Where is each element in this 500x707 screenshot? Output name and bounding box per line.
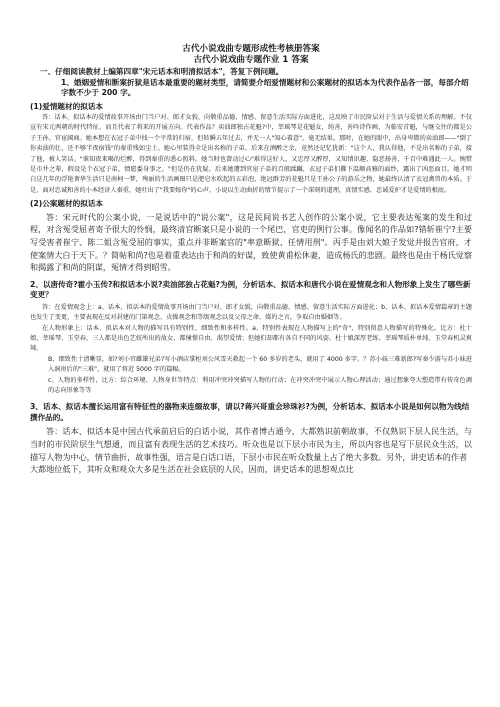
answer-2-point-c: c、人物的多样性，比方：综合环境、人物身世等特点：利用冲突冲突描写人物的行动；在冲突冲突中展示人物心理活动；通过想象夸大塑造带有传奇色调的志向形象等等: [48, 376, 472, 394]
document-subtitle: 古代小说戏曲专题作业 1 答案: [193, 55, 309, 65]
section-heading-court-case: (2)公案题材的拟话本: [30, 199, 103, 209]
question-1-heading: 一、仔细阅读教材上编第四章"宋元话本和明清拟话本"，答复下例问题。: [40, 67, 284, 76]
answer-2-character: 在人物形象上：话本、拟话本对人物的描写具有特别性、细致性和多样性。a、特别性表现在人物描写上的"奇"，特别留意人物描写的特殊化。比方：杜十娘、莘瑶琴、玉堂春，三人都是出色艺妓所出的故女，都憧憬自由、渴望爱情；但她们却都有各自不同的风姿。杜十娘深厚老练、莘瑶琴质朴单纯、玉堂春机灵爽辣。: [30, 324, 472, 353]
question-1-subquestion: 1、婚姻爱情和断案折狱是话本最重要的题材类型，请简要介绍爱情题材和公案题材的拟话本为代表作品各一部，每部介绍字数不少于 200 字。: [61, 77, 469, 97]
question-3-heading: 3、话本、拟话本擅长运用富有特征性的器物来连缀故事，请以?蒋兴哥重会珍珠衫?为例，分析话本、拟话本小说是如何以物为线结撰作品的。: [30, 402, 470, 422]
document-title: 古代小说戏曲专题形成性考核册答案: [182, 44, 320, 54]
answer-2-point-b: B、细致性十清晰显，如?刘小官雌雄兄弟?写小酒店掌柜刘公风雪天救起一个 60 多岁的老头，就用了 4000 多字。？苏小妹三难新郎?写秦少游与苏小妹进入洞房后的"三难"，就用了将近 5000 字的篇幅。: [48, 355, 472, 374]
answer-2-love-concept: 答：在爱情观念上：a、话本、拟话本的爱情故事开场由门当户对、郎才女貌，向敬重品德、情感、留意生活实际方面进化；b、话本、拟话本爱情篇章的主题也发生了变更，主要表现在反对封建的门第观念、贞操观念和等级观念以及父母之命、媒妁之言，争取自由婚姻等。: [30, 303, 472, 322]
answer-court-case-paragraph: 答：宋元时代的公案小说，一是说话中的"说公案"，这是民间说书艺人创作的公案小说，它主要表达冤案的发生和过程，对含冤受屈者寄予很大的怜悯，最终清官断案只是小说的一个尾巴，官吏的例行公事。像闻名的作品如?错斩崔宁?主要写受害者崔宁、陈二姐含冤受屈的事实，重点并非断案官的"率意断狱、任情用刑"。丙手是由刘大娘子发觉并报告官府，才使案情大白于天下。？简帖和尚?也是着重表达由于和尚的好谋，致使黄甫松休妻，造成杨氏的悲剧。最终也是由于杨氏觉察和揭露了和尚的阴谋，冤情才得到昭雪。: [30, 211, 472, 273]
question-2-heading: 2、以唐传奇?霍小玉传?和拟话本小说?卖油郎独占花魁?为例，分析话本、拟话本和唐代小说在爱情观念和人物形象上发生了哪些新变更？: [30, 279, 471, 300]
answer-3-paragraph-continued: 大都地位低下，其听众和观众大多是生活在社会底层的人民，因而，讲史话本的思想观点比: [30, 464, 354, 475]
answer-romance-paragraph: 答：话本、拟话本的爱情故事开场由门当户对、郎才女貌、向敬重品德、情感、留意生活实际方面进化，这反映了市民阶层对于生活与爱情关系的理解。不仅宣有宋元两朝的时代特征，而且代表了将来的开展方向。代表作品？卖油郎独占花魁?中，莘瑶琴是花魁女，纯善，善吟诗作画，为临安首魁，与继交往的都是公子王孙、官宦阔商。她本想在衣冠子弟中找一个平常的归宿，但转瞬五年过去，并无一人"知心着意"，毫无结果。那时，在她的眼中，出身卑微的卖油郎——"倒了你卖油的壮，还不够半夜宿钱"的秦重残如尘土。她心里装得全是出名称的子弟。后来在酒醉之余，竟然还记忆犹新："这个人，我认得他，不是出名称的子弟，接了他，被人笑话。"谁知夜来喝的烂醉，得到秦重的悉心照料。她当时也曾动过心"难得这好人，又忠厚又醉厚，又知情识趣，隐恶扬善，千百中难遇此一人。惋惜是市井之辈，假设是个衣冠子弟，情愿委身事之。"但是仍在犹疑。后来她遭到官宦子弟的百般蹂躏，衣冠子弟们撕下温顺高雅的面纱，露出了凶恶面目。她才明白这几年的浮艳奢华生活只是南柯一梦，殉丽的生活画图只是肥皂水吹起的五彩泡，绝冠群芳的花魁只是王孙公子的游乐之物，她最终认清了衣冠禽兽的本质。于是，面对忠诚和善的小本经济人秦重，她吐出了"我要嫁你"的心声。小说以生动曲折的情节提示了一个深刻的道理，真情实感、忠诚爱护才是爱情的根底。: [30, 114, 472, 194]
section-heading-romance: (1)爱情题材的拟话本: [30, 101, 103, 111]
answer-3-paragraph: 答：话本、拟话本是中国古代承前启后的白话小说，其作者博古通今，大都熟识前朝故事，不仅熟识下层人民生活，与当时的市民阶层生气想通，而且富有表现生活的艺术技巧。听众也是以下层小市民为主，所以内容也是写下层民众生活，以描写人物为中心，情节曲折，故事性强，语言是白话口语，下层小市民在听众数量上占了绝大多数。另外，讲史话本的作者: [30, 426, 472, 462]
